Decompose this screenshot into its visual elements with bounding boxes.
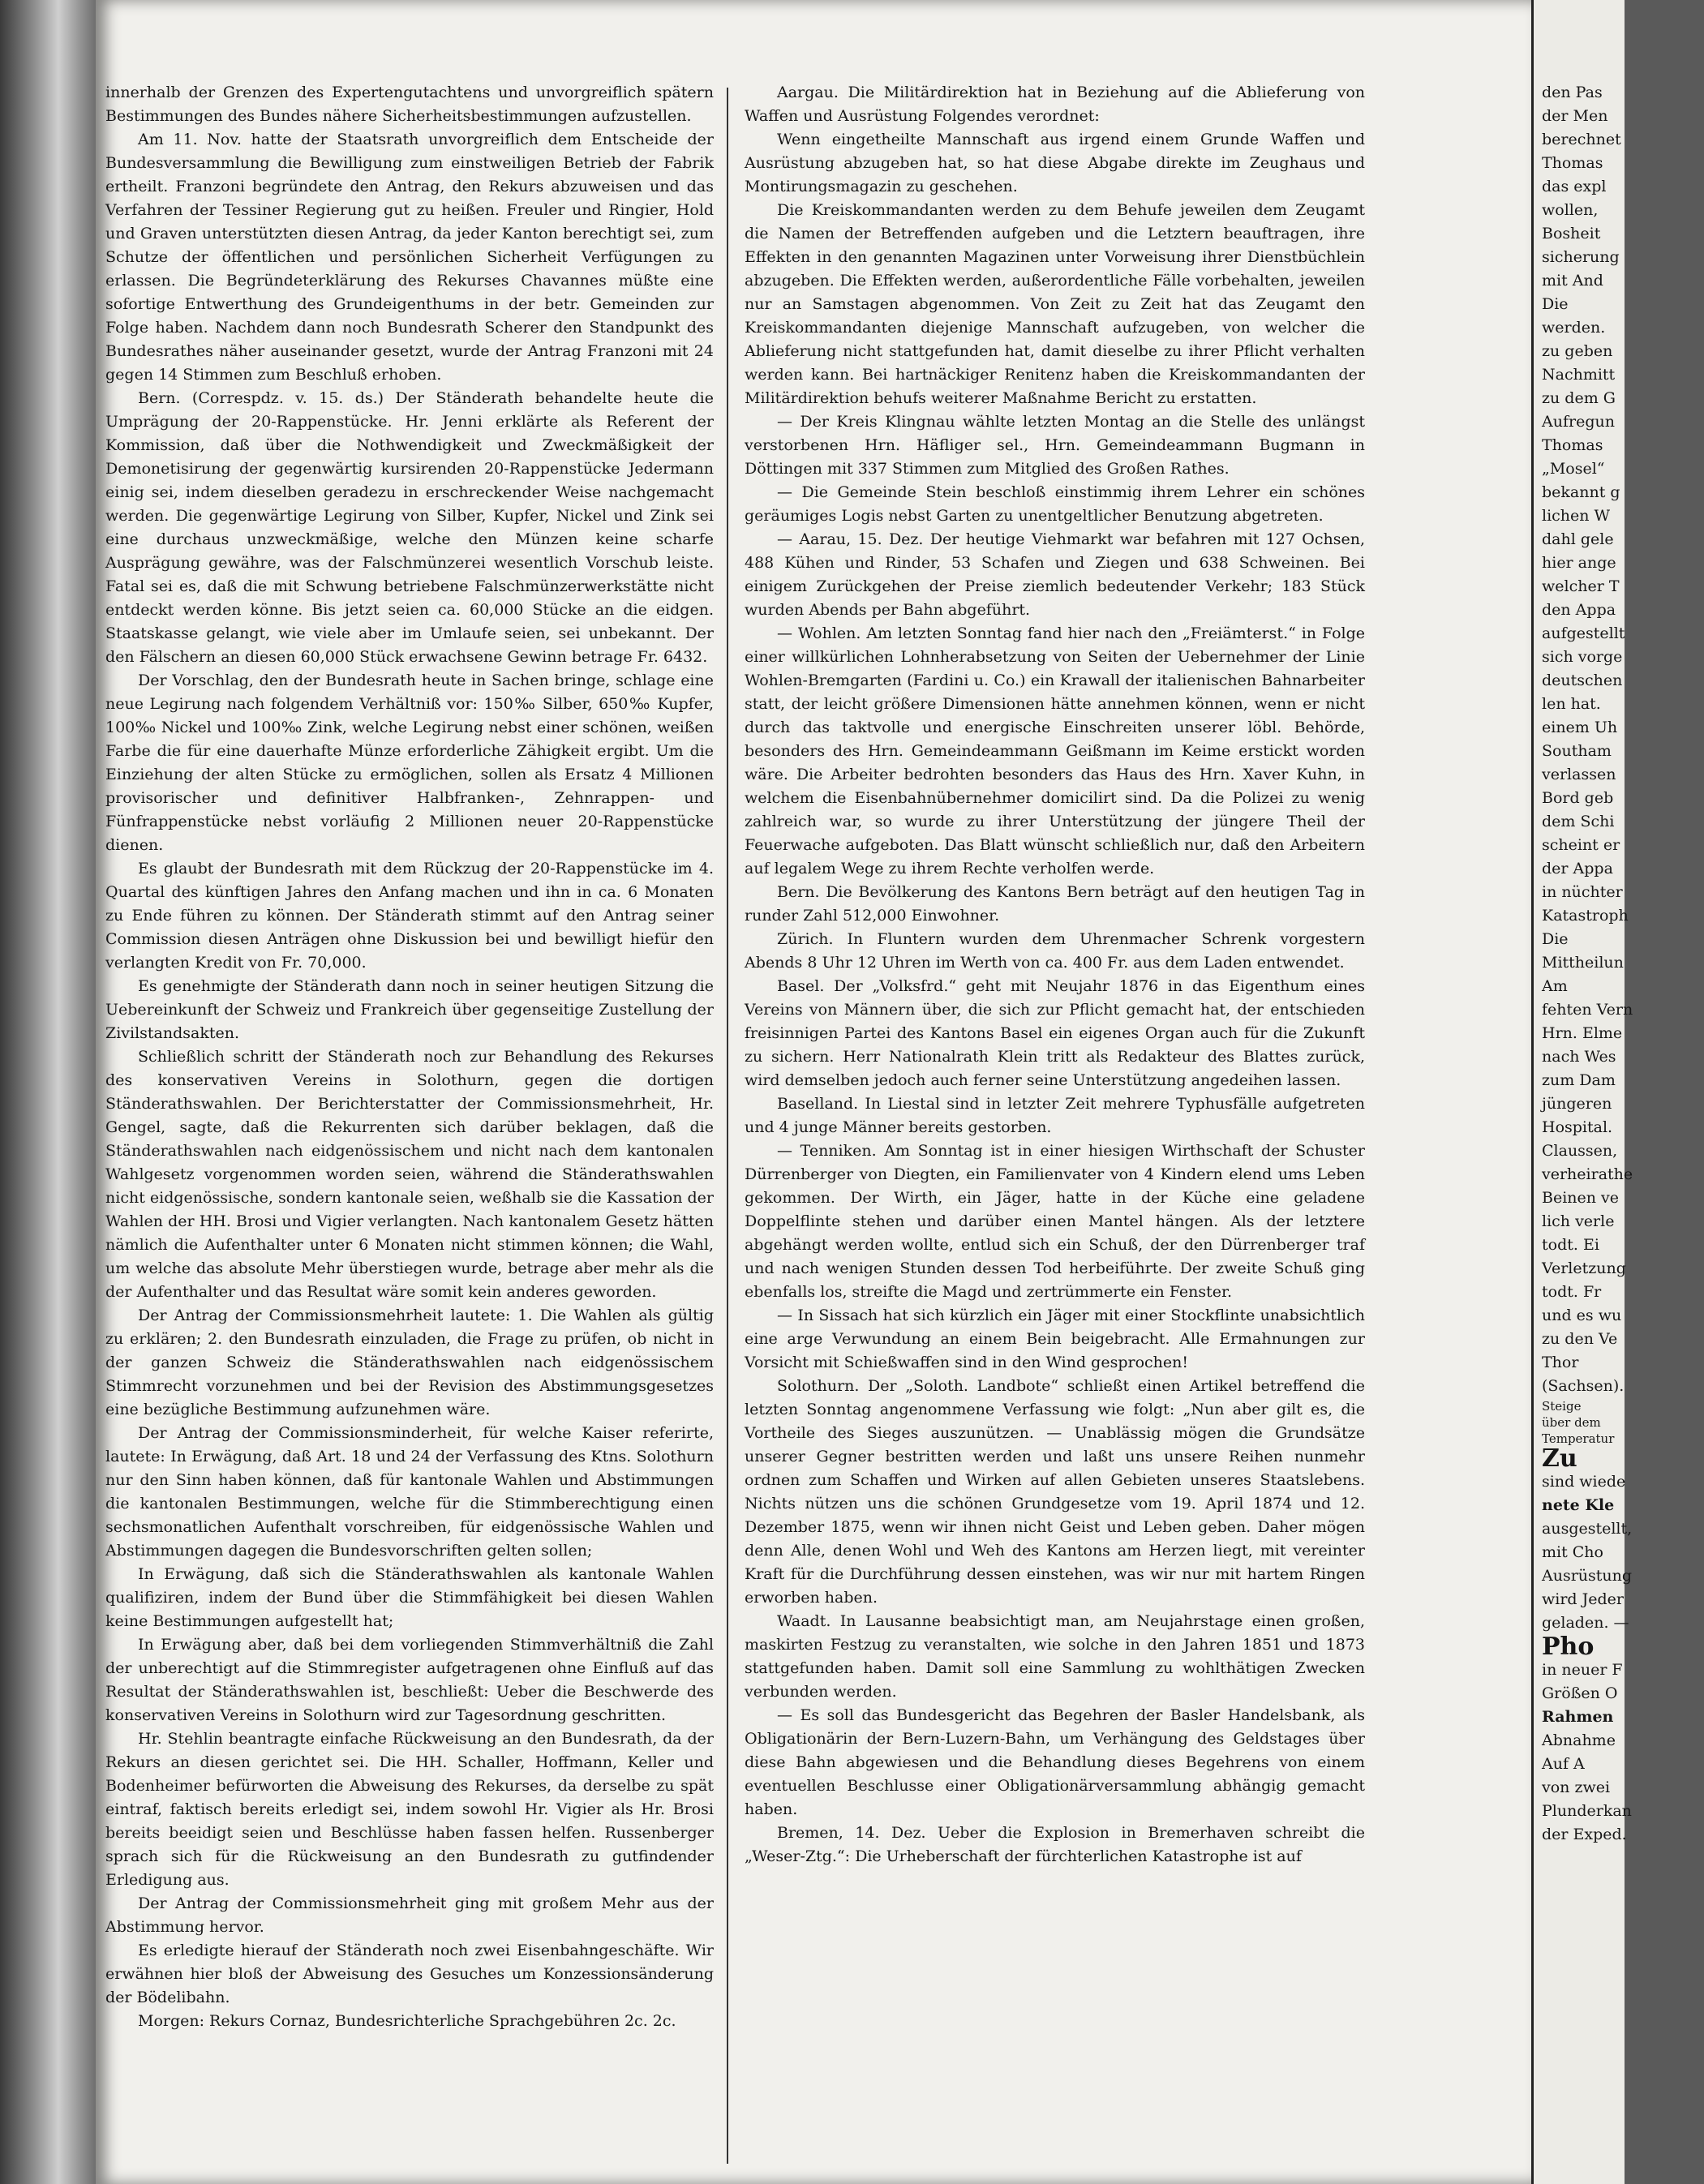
- left-paragraph: Es glaubt der Bundesrath mit dem Rückzug der 20-Rappenstücke im 4. Quartal des künftigen Jahres den Anfang machen und ihn in ca. 6 Monaten zu Ende führen zu können. Der Ständerath stimmt auf den Antrag seiner Commission diesen Anträgen ohne Diskussion bei und bewilligt hiefür den verlangten Kredit von Fr. 70,000.: [105, 860, 714, 972]
- mid-paragraph: Bern. Die Bevölkerung des Kantons Bern beträgt auf den heutigen Tag in runder Zahl 512,000 Einwohner.: [745, 883, 1365, 925]
- fragment-line: Die: [1542, 930, 1569, 948]
- fragment-line: sind wiede: [1542, 1473, 1626, 1491]
- fragment-line: Beinen ve: [1542, 1189, 1620, 1207]
- fragment-line: einem Uh: [1542, 719, 1618, 736]
- fragment-line: Mittheilun: [1542, 954, 1624, 972]
- mid-paragraph: Zürich. In Fluntern wurden dem Uhrenmacher Schrenk vorgestern Abends 8 Uhr 12 Uhren im Werth von ca. 400 Fr. aus dem Laden entwendet.: [745, 930, 1365, 972]
- fragment-line: Rahmen: [1542, 1708, 1614, 1726]
- fragment-line: aufgestellt: [1542, 624, 1625, 642]
- fragment-line: Thor: [1542, 1354, 1579, 1371]
- fragment-line: der Men: [1542, 107, 1608, 125]
- left-paragraph: Es genehmigte der Ständerath dann noch in seiner heutigen Sitzung die Uebereinkunft der Schweiz und Frankreich über gegenseitige Zustellung der Zivilstandsakten.: [105, 977, 714, 1042]
- left-paragraph: Der Antrag der Commissionsmehrheit lautete: 1. Die Wahlen als gültig zu erklären; 2. den Bundesrath einzuladen, die Frage zu prüfen, ob nicht in der ganzen Schweiz die Ständerathswahlen nach eidgenössischem Stimmrecht vorzunehmen und bei der Revision des Abstimmungsgesetzes eine bezügliche Bestimmung aufzunehmen wäre.: [105, 1307, 714, 1418]
- right-fragment-column: [1542, 81, 1704, 1847]
- left-paragraph: Der Vorschlag, den der Bundesrath heute in Sachen bringe, schlage eine neue Legirung nach folgendem Verhältniß vor: 150‰ Silber, 650‰ Kupfer, 100‰ Nickel und 100‰ Zink, welche Legirung nebst einer schönen, weißen Farbe die für eine dauerhafte Münze erforderliche Zähigkeit ergibt. Um die Einziehung der alten Stücke zu ermöglichen, sollen als Ersatz 4 Millionen provisorischer und definitiver Halbfranken-, Zehnrappen- und Fünfrappenstücke nebst vorläufig 2 Millionen neuer 20-Rappenstücke dienen.: [105, 672, 714, 854]
- fragment-line: Verletzung: [1542, 1259, 1626, 1277]
- column-divider: [727, 88, 728, 2164]
- fragment-line: dahl gele: [1542, 530, 1614, 548]
- mid-paragraph: Basel. Der „Volksfrd.“ geht mit Neujahr 1876 in das Eigenthum eines Vereins von Männern über, die sich zur Pflicht gemacht hat, der entschieden freisinnigen Partei des Kantons Basel ein eigenes Organ auch für die Zukunft zu sichern. Herr Nationalrath Klein tritt als Redakteur des Blattes zurück, wird demselben jedoch auch ferner seine Unterstützung angedeihen lassen.: [745, 977, 1365, 1089]
- fragment-line: den Pas: [1542, 84, 1603, 101]
- fragment-line: Thomas: [1542, 436, 1603, 454]
- left-paragraph: In Erwägung, daß sich die Ständerathswahlen als kantonale Wahlen qualifiziren, indem der Bund über die Stimmfähigkeit bei diesen Wahlen keine Bestimmungen aufgestellt hat;: [105, 1565, 714, 1630]
- fragment-line: das expl: [1542, 178, 1607, 195]
- fragment-line: hier ange: [1542, 554, 1616, 572]
- fragment-line: welcher T: [1542, 577, 1620, 595]
- fragment-line: nete Kle: [1542, 1496, 1615, 1514]
- fragment-line: Plunderkan: [1542, 1802, 1632, 1820]
- fragment-line: todt. Fr: [1542, 1283, 1602, 1301]
- fragment-line: Pho: [1542, 1633, 1595, 1661]
- fragment-line: Am: [1542, 977, 1568, 995]
- fragment-line: und es wu: [1542, 1307, 1622, 1324]
- mid-paragraph: Waadt. In Lausanne beabsichtigt man, am Neujahrstage einen großen, maskirten Festzug zu veranstalten, wie solche in den Jahren 1851 und 1873 stattgefunden haben. Damit soll eine Sammlung zu wohlthätigen Zwecken verbunden werden.: [745, 1612, 1365, 1701]
- left-paragraph: Es erledigte hierauf der Ständerath noch zwei Eisenbahngeschäfte. Wir erwähnen hier bloß der Abweisung des Gesuches um Konzessionsänderung der Bödelibahn.: [105, 1942, 714, 2006]
- fragment-line: über dem: [1542, 1415, 1601, 1430]
- fragment-line: Steige: [1542, 1399, 1582, 1414]
- fragment-line: Southam: [1542, 742, 1612, 760]
- fragment-line: zum Dam: [1542, 1071, 1616, 1089]
- mid-paragraph: Wenn eingetheilte Mannschaft aus irgend einem Grunde Waffen und Ausrüstung abzugeben hat, so hat diese Abgabe direkte im Zeughaus und Montirungsmagazin zu geschehen.: [745, 131, 1365, 195]
- mid-paragraph: Die Kreiskommandanten werden zu dem Behufe jeweilen dem Zeugamt die Namen der Betreffenden aufgeben und die Letztern beauftragen, ihre Effekten in den genannten Magazinen unter Vorweisung ihrer Dienstbüchlein abzugeben. Die Effekten werden, außerordentliche Fälle vorbehalten, jeweilen nur an Samstagen abgenommen. Von Zeit zu Zeit hat das Zeugamt den Kreiskommandanten diejenige Mannschaft aufzugeben, von welcher die Ablieferung nicht stattgefunden hat, damit dieselbe zu ihrer Pflicht verhalten werden kann. Bei hartnäckiger Renitenz haben die Kreiskommandanten der Militärdirektion behufs weiterer Maßnahme Bericht zu erstatten.: [745, 201, 1365, 407]
- fragment-line: berechnet: [1542, 131, 1621, 148]
- fragment-line: werden.: [1542, 319, 1606, 337]
- adjacent-page-edge: [1531, 0, 1633, 2184]
- left-paragraph: Am 11. Nov. hatte der Staatsrath unvorgreiflich dem Entscheide der Bundesversammlung die Bewilligung zum einstweiligen Betrieb der Fabrik ertheilt. Franzoni begründete den Antrag, den Rekurs abzuweisen und das Verfahren der Tessiner Regierung gut zu heißen. Freuler und Ringier, Hold und Graven unterstützten diesen Antrag, da jeder Kanton berechtigt sei, zum Schutze der öffentlichen und persönlichen Sicherheit Verfügungen zu erlassen. Die Begründeterklärung des Rekurses Chavannes müßte eine sofortige Entwerthung des Grundeigenthums in der betr. Gemeinden zur Folge haben. Nachdem dann noch Bundesrath Scherer den Standpunkt des Bundesrathes näher auseinander gesetzt, wurde der Antrag Franzoni mit 24 gegen 14 Stimmen zum Beschluß erhoben.: [105, 131, 714, 384]
- book-binding: [0, 0, 97, 2184]
- mid-paragraph: Solothurn. Der „Soloth. Landbote“ schließt einen Artikel betreffend die letzten Sonntag angenommene Verfassung wie folgt: „Nun aber gilt es, die Vortheile des Sieges auszunützen. — Unablässig mögen die Grundsätze unserer Gegner bestritten werden und laßt uns unsere Reihen nunmehr ordnen zum Schaffen und Wirken auf allen Gebieten unseres Staatslebens. Nichts nützen uns die schönen Grundgesetze vom 19. April 1874 und 12. Dezember 1875, wenn wir ihnen nicht Geist und Leben geben. Daher mögen denn Alle, denen Wohl und Weh des Kantons am Herzen liegt, mit vereinter Kraft für die Durchführung dessen einstehen, was wir nur mit hartem Ringen erworben haben.: [745, 1377, 1365, 1607]
- left-paragraph: Schließlich schritt der Ständerath noch zur Behandlung des Rekurses des konservativen Vereins in Solothurn, gegen die dortigen Ständerathswahlen. Der Berichterstatter der Commissionsmehrheit, Hr. Gengel, sagte, daß die Rekurrenten sich darüber beklagen, daß die Ständerathswahlen nach eidgenössischem und nicht nach dem kantonalen Wahlgesetz vorgenommen worden seien, während die Ständerathswahlen nicht eidgenössische, sondern kantonale seien, weßhalb sie die Kassation der Wahlen der HH. Brosi und Vigier verlangten. Nach kantonalem Gesetz hätten nämlich die Aufenthalter unter 6 Monaten nicht stimmen können; die Wahl, um welche das absolute Mehr überstiegen wurde, betrage aber mehr als die der Aufenthalter und das Resultat wäre somit kein anderes geworden.: [105, 1048, 714, 1301]
- fragment-line: wird Jeder: [1542, 1590, 1624, 1608]
- fragment-line: Die: [1542, 295, 1569, 313]
- fragment-line: len hat.: [1542, 695, 1601, 713]
- fragment-line: Bosheit: [1542, 225, 1601, 242]
- fragment-line: Katastroph: [1542, 907, 1629, 925]
- left-paragraph: In Erwägung aber, daß bei dem vorliegenden Stimmverhältniß die Zahl der unberechtigt auf die Stimmregister aufgetragenen ohne Einfluß auf das Resultat der Ständerathswahlen ist, beschließt: Ueber die Beschwerde des konservativen Vereins in Solothurn wird zur Tagesordnung geschritten.: [105, 1636, 714, 1724]
- fragment-line: todt. Ei: [1542, 1236, 1599, 1254]
- left-paragraph: Bern. (Correspdz. v. 15. ds.) Der Ständerath behandelte heute die Umprägung der 20-Rappenstücke. Hr. Jenni erklärte als Referent der Kommission, daß über die Nothwendigkeit und Zweckmäßigkeit der Demonetisirung der gegenwärtig kursirenden 20-Rappenstücke Jedermann einig sei, indem dieselben geradezu in erschreckender Weise nachgemacht werden. Die gegenwärtige Legirung von Silber, Kupfer, Nickel und Zink sei eine durchaus unzweckmäßige, welche den Münzen keine scharfe Ausprägung gewähre, was der Falschmünzerei wesentlich Vorschub leiste. Fatal sei es, daß die mit Schwung betriebene Falschmünzerwerkstätte nicht entdeckt werden könne. Bis jetzt seien ca. 60,000 Stücke an die eidgen. Staatskasse gelangt, wie viele aber im Umlaufe seien, sei unbekannt. Der den Fälschern an diesen 60,000 Stück erwachsene Gewinn betrage Fr. 6432.: [105, 389, 714, 666]
- mid-paragraph: — Es soll das Bundesgericht das Begehren der Basler Handelsbank, als Obligationärin der Bern-Luzern-Bahn, um Verhängung des Geldstages über diese Bahn abgewiesen und die Behandlung dieses Begehrens von einem eventuellen Beschlusse einer Obligationärversammlung abhängig gemacht haben.: [745, 1706, 1365, 1818]
- mid-paragraph: Baselland. In Liestal sind in letzter Zeit mehrere Typhusfälle aufgetreten und 4 junge Männer bereits gestorben.: [745, 1095, 1365, 1136]
- fragment-line: Ausrüstung: [1542, 1567, 1633, 1585]
- fragment-line: der Exped.: [1542, 1826, 1627, 1843]
- left-paragraph: Der Antrag der Commissionsmehrheit ging mit großem Mehr aus der Abstimmung hervor.: [105, 1894, 714, 1936]
- fragment-line: Hrn. Elme: [1542, 1024, 1623, 1042]
- fragment-line: Nachmitt: [1542, 366, 1616, 384]
- fragment-line: der Appa: [1542, 860, 1613, 877]
- fragment-line: Zu: [1542, 1444, 1577, 1473]
- fragment-line: zu geben: [1542, 342, 1613, 360]
- mid-paragraph: — Aarau, 15. Dez. Der heutige Viehmarkt war befahren mit 127 Ochsen, 488 Kühen und Rinder, 53 Schafen und Ziegen und 638 Schweinen. Bei einigem Zurückgehen der Preise ziemlich bedeutender Verkehr; 183 Stück wurden Abends per Bahn abgeführt.: [745, 530, 1365, 619]
- fragment-line: nach Wes: [1542, 1048, 1616, 1066]
- fragment-line: wollen,: [1542, 201, 1599, 219]
- fragment-line: Temperatur: [1542, 1431, 1615, 1446]
- fragment-line: in nüchter: [1542, 883, 1623, 901]
- fragment-line: mit Cho: [1542, 1543, 1603, 1561]
- fragment-line: Thomas: [1542, 154, 1603, 172]
- fragment-line: lichen W: [1542, 507, 1611, 525]
- left-paragraph: Hr. Stehlin beantragte einfache Rückweisung an den Bundesrath, da der Rekurs an diesen gerichtet sei. Die HH. Schaller, Hoffmann, Keller und Bodenheimer befürworten die Abweisung des Rekurses, da derselbe zu spät eintraf, faktisch bereits erledigt sei, indem sowohl Hr. Vigier als Hr. Brosi bereits beeidigt seien und Beschlüsse haben fassen helfen. Russenberger sprach sich für die Rückweisung an den Bundesrath zu gutfindender Erledigung aus.: [105, 1730, 714, 1889]
- fragment-line: Abnahme: [1542, 1731, 1616, 1749]
- fragment-line: Auf A: [1542, 1755, 1585, 1773]
- mid-paragraph: — Der Kreis Klingnau wählte letzten Montag an die Stelle des unlängst verstorbenen Hrn. Häfliger sel., Hrn. Gemeindeammann Bugmann in Döttingen mit 337 Stimmen zum Mitglied des Großen Rathes.: [745, 413, 1365, 478]
- fragment-line: Bord geb: [1542, 789, 1614, 807]
- fragment-line: Größen O: [1542, 1684, 1618, 1702]
- mid-paragraph: Bremen, 14. Dez. Ueber die Explosion in Bremerhaven schreibt die „Weser-Ztg.“: Die Urheberschaft der fürchterlichen Katastrophe ist auf: [745, 1824, 1365, 1865]
- fragment-line: dem Schi: [1542, 813, 1615, 830]
- fragment-line: ausgestellt,: [1542, 1520, 1633, 1538]
- fragment-line: sicherung: [1542, 248, 1620, 266]
- fragment-line: (Sachsen).: [1542, 1377, 1625, 1395]
- fragment-line: Hospital.: [1542, 1118, 1613, 1136]
- left-paragraph: innerhalb der Grenzen des Expertengutachtens und unvorgreiflich spätern Bestimmungen des Bundes nähere Sicherheitsbestimmungen aufzustellen.: [105, 84, 714, 125]
- left-column: [105, 81, 714, 2033]
- fragment-line: zu den Ve: [1542, 1330, 1618, 1348]
- fragment-line: mit And: [1542, 272, 1603, 290]
- fragment-line: zu dem G: [1542, 389, 1616, 407]
- fragment-line: geladen. —: [1542, 1614, 1629, 1632]
- fragment-line: „Mosel“: [1542, 460, 1605, 478]
- fragment-line: Claussen,: [1542, 1142, 1618, 1160]
- fragment-line: in neuer F: [1542, 1661, 1623, 1679]
- fragment-line: fehten Vern: [1542, 1001, 1633, 1019]
- left-paragraph: Morgen: Rekurs Cornaz, Bundesrichterliche Sprachgebühren 2c. 2c.: [138, 2012, 676, 2030]
- fragment-line: jüngeren: [1542, 1095, 1612, 1113]
- fragment-line: scheint er: [1542, 836, 1620, 854]
- middle-column: [745, 81, 1365, 1869]
- mid-paragraph: — In Sissach hat sich kürzlich ein Jäger mit einer Stockflinte unabsichtlich eine arge Verwundung an einem Bein beigebracht. Alle Ermahnungen zur Vorsicht mit Schießwaffen sind in den Wind gesprochen!: [745, 1307, 1365, 1371]
- mid-paragraph: — Tenniken. Am Sonntag ist in einer hiesigen Wirthschaft der Schuster Dürrenberger von Diegten, ein Familienvater von 4 Kindern elend ums Leben gekommen. Der Wirth, ein Jäger, hatte in der Küche eine geladene Doppelflinte stehen und darüber einen Mantel hängen. Als der letztere abgehängt werden wollte, entlud sich ein Schuß, der den Dürrenberger traf und nach wenigen Stunden dessen Tod herbeiführte. Der zweite Schuß ging ebenfalls los, streifte die Magd und zertrümmerte ein Fenster.: [745, 1142, 1365, 1301]
- fragment-line: von zwei: [1542, 1779, 1611, 1796]
- fragment-line: verlassen: [1542, 766, 1616, 783]
- fragment-line: lich verle: [1542, 1212, 1615, 1230]
- fragment-line: bekannt g: [1542, 483, 1620, 501]
- fragment-line: Aufregun: [1542, 413, 1615, 431]
- mid-paragraph: — Wohlen. Am letzten Sonntag fand hier nach den „Freiämterst.“ in Folge einer willkürlichen Lohnherabsetzung von Seiten der Uebernehmer der Linie Wohlen-Bremgarten (Fardini u. Co.) ein Krawall der italienischen Bahnarbeiter statt, der leicht größere Dimensionen hätte annehmen können, wenn er nicht durch das taktvolle und energische Einschreiten unserer löbl. Behörde, besonders des Hrn. Gemeindeammann Geißmann im Keime erstickt worden wäre. Die Arbeiter bedrohten besonders das Haus des Hrn. Xaver Kuhn, in welchem die Eisenbahnübernehmer domicilirt sind. Da die Polizei zu wenig zahlreich war, so wurde zu ihrer Unterstützung der jüngere Theil der Feuerwache aufgeboten. Das Blatt wünscht schließlich nur, daß den Arbeitern auf legalem Wege zu ihrem Rechte verholfen werde.: [745, 624, 1365, 877]
- fragment-line: sich vorge: [1542, 648, 1623, 666]
- fragment-line: verheirathe: [1542, 1165, 1633, 1183]
- fragment-line: den Appa: [1542, 601, 1616, 619]
- fragment-line: deutschen: [1542, 672, 1623, 689]
- left-paragraph: Der Antrag der Commissionsminderheit, für welche Kaiser referirte, lautete: In Erwägung, daß Art. 18 und 24 der Verfassung des Ktns. Solothurn nur den Sinn haben können, daß für kantonale Wahlen und Abstimmungen die kantonalen Bestimmungen, welche für die Stimmberechtigung einen sechsmonatlichen Aufenthalt vorschreiben, für eidgenössische Wahlen und Abstimmungen dagegen die Bundesvorschriften gelten sollen;: [105, 1424, 714, 1560]
- mid-paragraph: — Die Gemeinde Stein beschloß einstimmig ihrem Lehrer ein schönes geräumiges Logis nebst Garten zu unentgeltlicher Benutzung abgetreten.: [745, 483, 1365, 525]
- mid-paragraph: Aargau. Die Militärdirektion hat in Beziehung auf die Ablieferung von Waffen und Ausrüstung Folgendes verordnet:: [745, 84, 1365, 125]
